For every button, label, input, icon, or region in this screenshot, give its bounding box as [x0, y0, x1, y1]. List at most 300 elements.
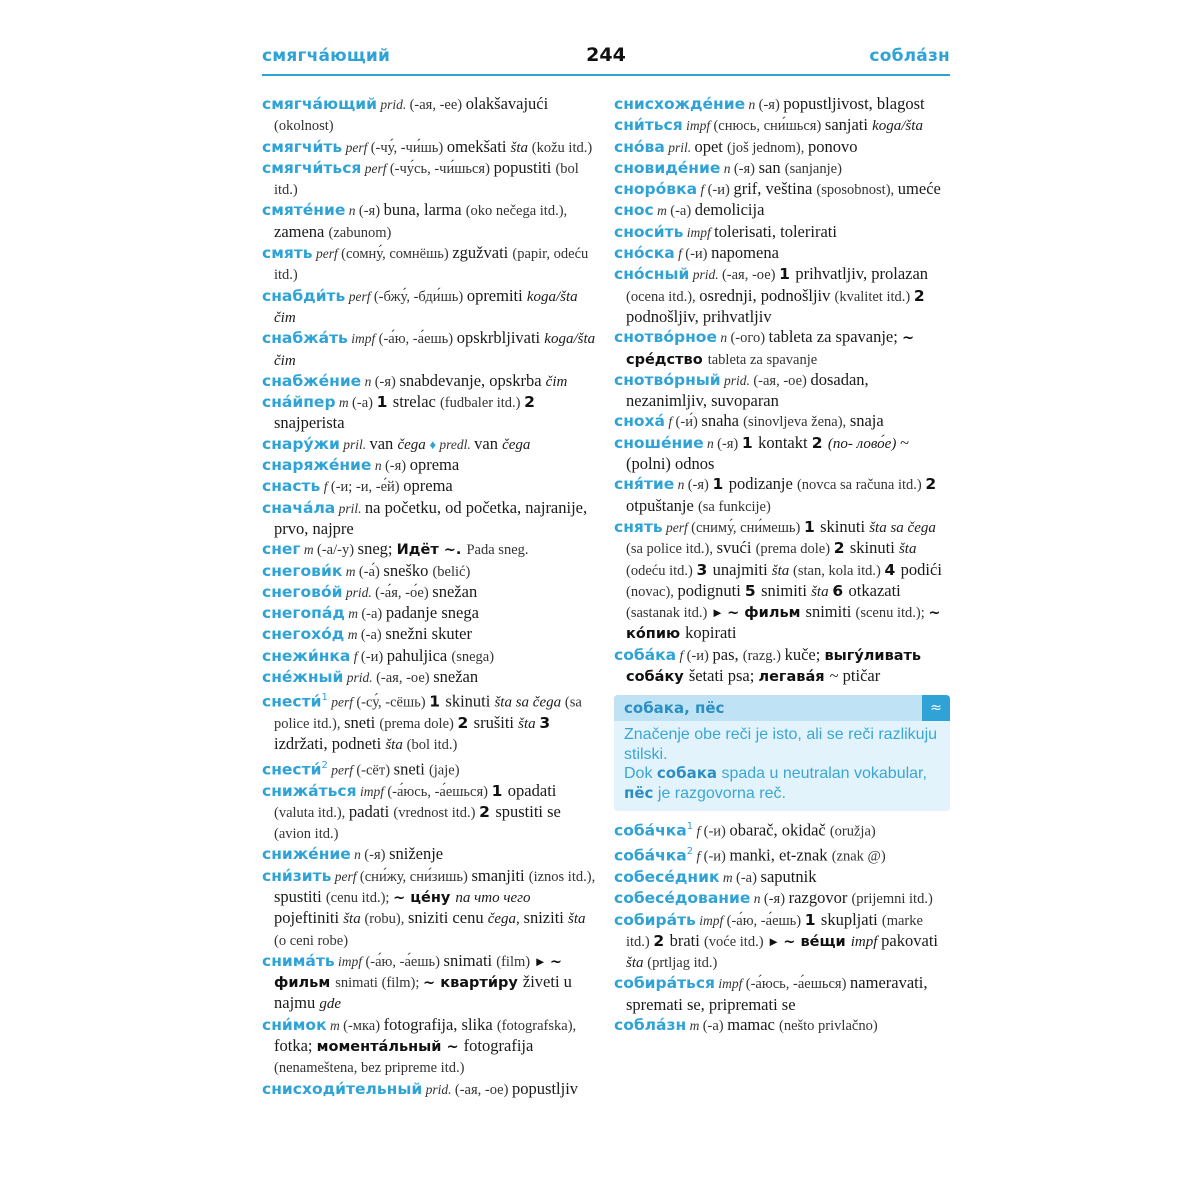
- homonym-number: 2: [686, 846, 694, 858]
- headword: снести́: [262, 692, 322, 711]
- dictionary-entry: [614, 517, 950, 645]
- russian-phrase: выгу́ливать соба́ку: [626, 647, 922, 686]
- headword: соба́чка: [614, 846, 687, 865]
- sense-number: 4: [884, 560, 901, 579]
- translation: smanjiti: [471, 865, 529, 885]
- headword: снаряже́ние: [262, 456, 372, 475]
- gloss-note: (avion itd.): [274, 826, 339, 843]
- gloss-note: (voće itd.): [703, 933, 768, 950]
- grammar-label: perf: [345, 288, 374, 304]
- grammar-label: m: [342, 563, 359, 579]
- gloss-note: (bol itd.): [274, 160, 579, 199]
- headword: снисходи́тельный: [262, 1079, 423, 1098]
- headword: сноси́ть: [614, 222, 684, 241]
- translation: skupljati: [820, 909, 882, 929]
- translation: van: [369, 433, 398, 453]
- grammar-label: prid.: [720, 372, 754, 388]
- translation: opremiti: [466, 285, 527, 305]
- translation: ~ ptičar: [829, 666, 881, 686]
- translation: kuče;: [784, 644, 825, 664]
- grammar-label: n: [703, 435, 718, 451]
- usage-note-line2a: Dok: [624, 765, 657, 783]
- grammar-label: perf: [312, 246, 342, 262]
- usage-label: šta: [518, 716, 540, 733]
- translation: fotografija: [463, 1036, 534, 1056]
- translation: prihvatljiv, prolazan: [795, 264, 929, 284]
- usage-label: čega: [502, 436, 531, 453]
- grammar-label: impf: [682, 118, 714, 134]
- gloss-note: (prtljag itd.): [647, 955, 718, 972]
- sense-number: 2: [925, 475, 937, 494]
- gloss-note: (novca sa računa itd.): [796, 477, 926, 494]
- gloss-note: (robu),: [364, 911, 408, 928]
- usage-label: koga/šta: [872, 118, 923, 135]
- translation: podizanje: [728, 474, 797, 494]
- right-column-entries-bottom: [614, 817, 950, 1036]
- gloss-note: (belić): [432, 563, 471, 580]
- gloss-note: (-чу́сь, -чи́шься): [389, 160, 494, 177]
- headword: снача́ла: [262, 498, 336, 517]
- translation: spustiti se: [495, 801, 561, 821]
- usage-label: čega,: [487, 911, 524, 928]
- translation: opet: [694, 136, 728, 156]
- gloss-note: (-и́): [675, 414, 702, 431]
- gloss-note: (-а): [361, 606, 386, 623]
- translation: sanjati: [824, 115, 873, 135]
- headword: сновиде́ние: [614, 158, 721, 177]
- right-column-entries-top: [614, 94, 950, 687]
- page-number: 244: [586, 44, 626, 66]
- headword: снег: [262, 540, 301, 559]
- dictionary-entry: [262, 371, 598, 392]
- gloss-note: (-я): [687, 477, 713, 494]
- dictionary-entry: [262, 781, 598, 845]
- gloss-note: (-а): [702, 1017, 728, 1034]
- translation: snaha: [701, 411, 744, 431]
- headword: снегово́й: [262, 582, 343, 601]
- gloss-note: (сни́жу, сни́зишь): [359, 868, 472, 885]
- translation: umeće: [897, 179, 941, 199]
- usage-note-word2: пёс: [624, 783, 654, 802]
- gloss-note: (-а): [360, 627, 386, 644]
- gloss-note: (-и): [686, 647, 713, 664]
- headword: снабжа́ть: [262, 329, 348, 348]
- russian-phrase: ~ фильм: [727, 605, 806, 622]
- gloss-note: (-я): [717, 435, 742, 452]
- gloss-note: (-я): [763, 891, 789, 908]
- homonym-number: 1: [321, 692, 328, 704]
- dictionary-entry: [262, 498, 598, 540]
- translation: popustiti: [493, 157, 556, 177]
- grammar-label: m: [686, 1017, 703, 1033]
- right-column: [614, 94, 950, 1036]
- grammar-label: m: [719, 869, 736, 885]
- dictionary-entry: [614, 645, 950, 688]
- sense-number: 1: [712, 475, 729, 494]
- gloss-note: (nešto privlačno): [779, 1017, 878, 1034]
- translation: pojeftiniti: [274, 908, 344, 928]
- grammar-label: m: [300, 542, 318, 558]
- grammar-label: pril.: [339, 436, 370, 452]
- headword: сни́мок: [262, 1015, 327, 1034]
- translation: napomena: [711, 243, 779, 263]
- dictionary-entry: [614, 411, 950, 432]
- translation: sneti: [393, 759, 429, 779]
- grammar-label: impf: [334, 953, 366, 969]
- sense-number: 2: [833, 539, 850, 558]
- grammar-label: prid.: [422, 1081, 455, 1097]
- headword: собира́ть: [614, 910, 696, 929]
- headword: сноше́ние: [614, 433, 704, 452]
- usage-label: gde: [319, 996, 342, 1013]
- page-header: [262, 44, 950, 74]
- headword: снотво́рный: [614, 370, 721, 389]
- usage-note-line2c: spada u neutralan vokabular,: [717, 765, 927, 783]
- translation: razgovor: [788, 888, 852, 908]
- gloss-note: (papir, odeću itd.): [274, 246, 589, 284]
- translation: otpuštanje: [626, 495, 698, 515]
- headword: сно́ва: [614, 137, 665, 156]
- sense-number: 5: [744, 581, 762, 600]
- translation: pakovati: [881, 930, 938, 950]
- dictionary-entry: [262, 561, 598, 582]
- grammar-label: n: [720, 160, 734, 176]
- grammar-label: impf: [347, 331, 379, 347]
- gloss-note: (-ая, -ое): [454, 1081, 513, 1098]
- headword: сно́ска: [614, 244, 675, 263]
- gloss-note: (-а́я, -о́е): [375, 584, 433, 601]
- translation: sniziti cenu: [407, 908, 488, 928]
- grammar-label: f: [674, 246, 686, 262]
- headword: снос: [614, 201, 654, 220]
- dictionary-entry: [262, 646, 598, 667]
- headword: снежи́нка: [262, 646, 351, 665]
- homonym-number: 2: [321, 759, 328, 771]
- gloss-note: (-я): [374, 373, 400, 390]
- usage-label: čega: [397, 436, 430, 453]
- translation: fotografija, slika: [383, 1014, 497, 1034]
- dictionary-entry: [614, 842, 950, 867]
- headword: собесе́дник: [614, 867, 720, 886]
- phrase-arrow-icon: ►: [533, 953, 550, 969]
- gloss-note: (sinovljeva žena),: [743, 414, 850, 431]
- grammar-label: f: [676, 647, 687, 663]
- gloss-note: (-а): [735, 869, 761, 886]
- gloss-note: (-а́ю, -а́ешь): [378, 331, 457, 348]
- gloss-note: (-я): [733, 160, 759, 177]
- header-first-word: смягча́ющий: [262, 46, 391, 66]
- sense-number: 1: [803, 517, 821, 536]
- usage-label: šta: [385, 737, 407, 754]
- dictionary-entry: [614, 222, 950, 243]
- gloss-note: (fudbaler itd.): [439, 395, 525, 412]
- gloss-note: (-а́ю, -а́ешь): [365, 953, 444, 970]
- headword: снима́ть: [262, 951, 335, 970]
- dictionary-entry: [262, 328, 598, 371]
- grammar-label: m: [326, 1017, 344, 1033]
- dictionary-entry: [614, 817, 950, 842]
- translation: pas,: [712, 644, 743, 664]
- translation: skinuti: [445, 691, 495, 711]
- gloss-note: (oko nečega itd.),: [465, 203, 568, 220]
- header-rule: [262, 74, 950, 76]
- translation: svući: [716, 538, 756, 558]
- translation: snajperista: [274, 413, 345, 433]
- usage-note-line1: Značenje obe reči je isto, ali se reči razlikuju stilski.: [624, 726, 938, 763]
- dictionary-entry: [262, 688, 598, 755]
- dictionary-entry: [614, 973, 950, 1015]
- gloss-note: (film): [496, 953, 534, 970]
- headword: снегохо́д: [262, 625, 345, 644]
- dictionary-entry: [262, 667, 598, 688]
- usage-note-title-text: собака, пёс: [624, 699, 725, 718]
- usage-label: (по- лово́е): [827, 435, 901, 452]
- dictionary-entry: [262, 200, 598, 243]
- gloss-note: (-я): [358, 203, 384, 220]
- gloss-note: (novac),: [626, 583, 678, 600]
- dictionary-entry: [614, 370, 950, 412]
- translation: na početku, od početka, najranije, prvo, najpre: [274, 497, 588, 538]
- dictionary-entry: [614, 867, 950, 888]
- headword: соба́чка: [614, 821, 687, 840]
- gloss-note: (fotografska),: [496, 1017, 577, 1034]
- gloss-note: (-я): [384, 458, 410, 475]
- gloss-note: (-и): [360, 648, 387, 665]
- usage-note-body: [614, 721, 950, 811]
- translation: otkazati: [848, 580, 901, 600]
- gloss-note: (kožu itd.): [531, 139, 593, 156]
- translation: kopirati: [685, 623, 737, 643]
- grammar-label: prid.: [376, 97, 410, 112]
- gloss-note: (vrednost itd.): [393, 804, 480, 821]
- grammar-label: perf: [662, 519, 692, 535]
- phrase-arrow-icon: ►: [767, 933, 784, 949]
- grammar-label: impf: [695, 912, 727, 928]
- gloss-note: (-а́юсь, -а́ешься): [387, 783, 492, 800]
- usage-label: na что чего: [455, 889, 531, 906]
- dictionary-page: [262, 44, 950, 1164]
- russian-phrase: ~ ве́щи: [783, 933, 851, 950]
- sense-number: 2: [913, 286, 925, 305]
- dictionary-entry: [262, 756, 598, 781]
- sense-number: 1: [804, 910, 821, 929]
- gloss-note: (-а): [670, 203, 695, 220]
- grammar-label: m: [344, 627, 361, 643]
- translation: snežan: [432, 581, 478, 601]
- dictionary-entry: [262, 392, 598, 434]
- translation: sneško: [383, 560, 433, 580]
- translation: sniziti: [523, 908, 568, 928]
- dictionary-entry: [262, 582, 598, 603]
- headword: сноро́вка: [614, 180, 698, 199]
- translation: pahuljica: [386, 645, 452, 665]
- grammar-label: perf: [327, 762, 357, 778]
- grammar-label: n: [350, 847, 365, 863]
- dictionary-entry: [262, 539, 598, 560]
- translation: snežan: [433, 667, 479, 687]
- grammar-label: impf: [356, 783, 388, 799]
- grammar-label: predl.: [439, 436, 475, 452]
- headword: сниже́ние: [262, 845, 351, 864]
- headword: сноха́: [614, 412, 666, 431]
- dictionary-entry: [614, 158, 950, 179]
- grammar-label: n: [345, 203, 359, 219]
- gloss-note: Pada sneg.: [466, 542, 529, 559]
- headword: снегови́к: [262, 561, 343, 580]
- gloss-note: (-сёт): [356, 762, 394, 779]
- gloss-note: (-ая, -ое): [753, 372, 811, 389]
- gloss-note: (сниму́, сни́мешь): [691, 519, 804, 536]
- dictionary-entry: [262, 243, 598, 286]
- gloss-note: (-и; -и, -е́й): [330, 479, 404, 496]
- gloss-note: (-и): [703, 823, 730, 840]
- gloss-note: (prema dole): [379, 716, 458, 733]
- gloss-note: (sastanak itd.): [626, 605, 711, 622]
- usage-label: šta: [811, 583, 833, 600]
- translation: skinuti: [849, 538, 899, 558]
- headword: сна́йпер: [262, 393, 336, 412]
- translation: skinuti: [820, 516, 870, 536]
- translation: podignuti: [677, 580, 745, 600]
- left-column: [262, 94, 598, 1100]
- usage-label: šta: [898, 541, 917, 558]
- sense-number: 2: [653, 931, 670, 950]
- grammar-label: m: [344, 606, 362, 622]
- translation: spustiti: [274, 886, 326, 906]
- gloss-note: (znak @): [831, 848, 886, 865]
- dictionary-entry: [262, 624, 598, 645]
- sense-number: 1: [491, 781, 508, 800]
- gloss-note: (-я): [364, 847, 390, 864]
- grammar-label: impf: [715, 976, 746, 992]
- dictionary-entry: [262, 434, 598, 455]
- gloss-note: (sa funkcije): [697, 498, 771, 515]
- usage-label: šta: [626, 955, 648, 972]
- headword: собира́ться: [614, 974, 715, 993]
- usage-label: šta sa čega: [494, 694, 565, 711]
- gloss-note: (kvalitet itd.): [834, 288, 914, 305]
- gloss-note: (-а́): [358, 563, 384, 580]
- translation: buna, larma: [383, 200, 466, 220]
- gloss-note: (cenu itd.);: [325, 889, 394, 906]
- headword: сня́тие: [614, 475, 675, 494]
- russian-phrase: момента́льный ~: [316, 1039, 464, 1056]
- header-last-word: собла́зн: [869, 46, 950, 66]
- translation: oprema: [403, 476, 453, 496]
- homonym-number: 1: [686, 821, 694, 833]
- dictionary-entry: [262, 476, 598, 497]
- translation: unajmiti: [712, 559, 772, 579]
- translation: omekšati: [446, 136, 511, 156]
- approx-equal-icon: ≈: [922, 695, 950, 721]
- grammar-label: prid.: [343, 670, 377, 686]
- headword: собла́зн: [614, 1015, 687, 1034]
- gloss-note: (-а́ю, -а́ешь): [726, 912, 805, 929]
- grammar-label: prid.: [342, 584, 376, 600]
- gloss-note: (snega): [451, 648, 495, 665]
- dictionary-entry: [614, 137, 950, 158]
- gloss-note: (sa police itd.),: [626, 541, 717, 558]
- headword: снабди́ть: [262, 286, 346, 305]
- dictionary-entry: [614, 115, 950, 136]
- headword: снижа́ться: [262, 781, 357, 800]
- dictionary-entry: [262, 1079, 598, 1100]
- headword: снять: [614, 517, 663, 536]
- gloss-note: (bol itd.): [406, 737, 458, 754]
- dictionary-entry: [262, 286, 598, 329]
- russian-phrase: ~ це́ну: [393, 889, 456, 906]
- gloss-note: (oružja): [829, 823, 876, 840]
- translation: opadati: [507, 780, 557, 800]
- gloss-note: (-а): [352, 395, 377, 412]
- grammar-label: f: [693, 848, 704, 864]
- gloss-note: snimati (film);: [335, 975, 424, 992]
- dictionary-entry: [262, 455, 598, 476]
- gloss-note: (-и): [685, 246, 712, 263]
- gloss-note: (-чу́, -чи́шь): [370, 139, 447, 156]
- translation: obarač, okidač: [729, 820, 830, 840]
- translation: šetati psa;: [688, 666, 759, 686]
- translation: izdržati, podneti: [274, 734, 386, 754]
- translation: snabdevanje, opskrba: [399, 370, 546, 390]
- translation: osrednji, podnošljiv: [699, 285, 835, 305]
- dictionary-entry: [614, 327, 950, 370]
- grammar-label: f: [697, 182, 708, 198]
- gloss-note: (iznos itd.),: [528, 868, 596, 885]
- translation: grif, veština: [733, 179, 817, 199]
- headword: снасть: [262, 477, 321, 496]
- translation: manki, et-znak: [729, 845, 832, 865]
- gloss-note: (okolnost): [274, 118, 334, 135]
- dictionary-entry: [262, 951, 598, 1015]
- gloss-note: (-мка): [343, 1017, 384, 1034]
- sense-number: 1: [779, 265, 796, 284]
- gloss-note: (odeću itd.): [626, 562, 697, 579]
- gloss-note: (-и): [707, 182, 734, 199]
- headword: смять: [262, 244, 313, 263]
- grammar-label: f: [350, 648, 361, 664]
- sense-number: 3: [696, 560, 713, 579]
- translation: mamac: [727, 1014, 779, 1034]
- gloss-note: (još jednom),: [727, 139, 808, 156]
- grammar-label: m: [335, 395, 353, 411]
- grammar-label: perf: [342, 139, 371, 155]
- gloss-note: (nenameštena, bez pripreme itd.): [274, 1060, 465, 1077]
- usage-note-line2e: je razgovorna reč.: [653, 784, 786, 802]
- translation: oprema: [409, 455, 460, 475]
- translation: zgužvati: [452, 243, 513, 263]
- diamond-icon: ♦: [429, 436, 440, 452]
- usage-note-word1: собака: [656, 764, 718, 783]
- translation: tolerisati, tolerirati: [714, 221, 837, 241]
- gloss-note: (-ая, -ое): [376, 670, 434, 687]
- sense-number: 1: [376, 393, 393, 412]
- gloss-note: (сомну́, сомнёшь): [341, 246, 453, 263]
- gloss-note: (o ceni robe): [274, 932, 349, 949]
- gloss-note: (-бжу́, -бди́шь): [373, 288, 467, 305]
- grammar-label: n: [716, 330, 731, 346]
- dictionary-entry: [614, 888, 950, 909]
- sense-number: 2: [811, 433, 828, 452]
- headword: снести́: [262, 760, 322, 779]
- grammar-label: f: [665, 414, 676, 430]
- gloss-note: (valuta itd.),: [274, 804, 349, 821]
- dictionary-entry: [614, 474, 950, 517]
- grammar-label: n: [361, 373, 375, 389]
- dictionary-entry: [614, 94, 950, 115]
- sense-number: 2: [479, 802, 496, 821]
- grammar-label: pril.: [664, 139, 695, 155]
